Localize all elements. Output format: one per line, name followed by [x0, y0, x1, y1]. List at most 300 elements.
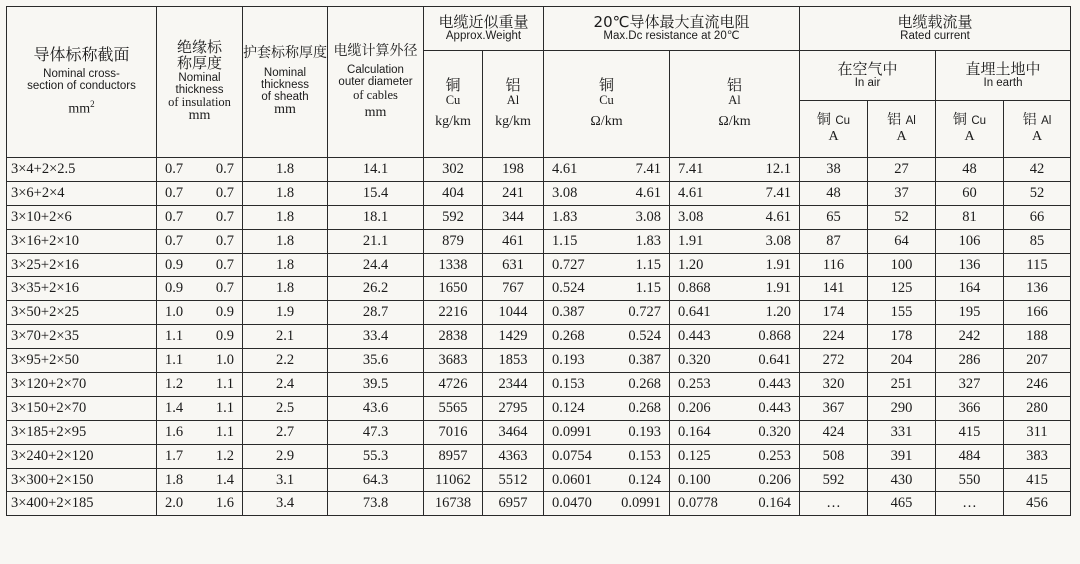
table-row: [7, 349, 1071, 373]
outer-diameter-value: 73.8: [362, 495, 389, 512]
resistance-al-neutral: 0.206: [758, 471, 791, 488]
cell-earth-cu: [936, 396, 1004, 420]
current-earth-al-value: 85: [1029, 232, 1045, 249]
current-earth-cu-value: 106: [958, 232, 981, 249]
current-earth-cu-value: 81: [962, 208, 977, 225]
cell-weight-al: [483, 492, 544, 516]
cell-air-cu: [800, 205, 868, 229]
sheath-thickness-value: 1.8: [275, 184, 295, 201]
cell-earth-cu: [936, 301, 1004, 325]
header-resistance-zh: 20℃导体最大直流电阻: [593, 12, 750, 31]
cell-weight-cu: [424, 301, 483, 325]
insulation-thickness-neutral: 1.6: [215, 495, 234, 512]
cell-insulation-thickness: [157, 301, 243, 325]
cell-resistance-cu: [544, 325, 670, 349]
weight-cu-value: 5565: [438, 399, 468, 416]
insulation-thickness-phase: 1.1: [165, 352, 184, 369]
cell-air-cu: [800, 349, 868, 373]
current-air-al-value: 64: [894, 232, 909, 249]
outer-diameter-value: 55.3: [362, 447, 389, 464]
cell-weight-al: [483, 396, 544, 420]
insulation-thickness-phase: 1.2: [165, 375, 184, 392]
cell-earth-cu: [936, 444, 1004, 468]
header-sheath-thickness: [243, 7, 328, 158]
resistance-cu-neutral: 3.08: [635, 208, 661, 225]
header-in-air-zh: 在空气中: [837, 59, 898, 78]
resistance-al-phase: 3.08: [678, 208, 704, 225]
header-earth-al-label: 铝 Al: [1022, 112, 1052, 129]
cell-weight-cu: [424, 158, 483, 182]
header-in-earth: [936, 51, 1071, 101]
insulation-thickness-phase: 0.7: [165, 208, 184, 225]
cell-weight-cu: [424, 229, 483, 253]
insulation-thickness-phase: 1.7: [165, 447, 184, 464]
table-row: [7, 277, 1071, 301]
cell-insulation-thickness: [157, 325, 243, 349]
conductor-section-value: 3×185+2×95: [11, 423, 87, 440]
cell-earth-al: [1004, 444, 1071, 468]
conductor-section-value: 3×35+2×16: [11, 280, 80, 297]
resistance-al-neutral: 0.868: [758, 328, 791, 345]
header-sheath-en1: Nominal: [263, 66, 307, 79]
insulation-thickness-phase: 0.7: [165, 184, 184, 201]
conductor-section-value: 3×50+2×25: [11, 304, 80, 321]
cell-insulation-thickness: [157, 444, 243, 468]
cell-outer-diameter: [328, 181, 424, 205]
cell-resistance-cu: [544, 229, 670, 253]
cell-air-al: [868, 158, 936, 182]
insulation-thickness-phase: 1.1: [165, 328, 184, 345]
cell-sheath-thickness: [243, 277, 328, 301]
header-sheath-zh: 护套标称厚度: [243, 45, 327, 62]
weight-al-value: 2344: [498, 375, 528, 392]
sheath-thickness-value: 2.7: [275, 423, 295, 440]
resistance-cu-phase: 0.0754: [552, 447, 592, 464]
cell-weight-cu: [424, 492, 483, 516]
current-air-al-value: 465: [890, 495, 913, 512]
header-resistance-cu-zh: 铜: [598, 76, 614, 95]
header-current-en: Rated current: [900, 30, 970, 43]
conductor-section-value: 3×150+2×70: [11, 399, 87, 416]
sheath-thickness-value: 3.1: [275, 471, 295, 488]
resistance-cu-phase: 0.0470: [552, 495, 592, 512]
current-air-al-value: 37: [894, 184, 909, 201]
cell-earth-cu: [936, 373, 1004, 397]
conductor-section-value: 3×70+2×35: [11, 328, 80, 345]
current-earth-cu-value: 48: [962, 160, 977, 177]
cell-earth-al: [1004, 468, 1071, 492]
conductor-section-value: 3×300+2×150: [11, 471, 94, 488]
cell-conductor-section: [7, 181, 157, 205]
cell-resistance-al: [670, 349, 800, 373]
resistance-cu-neutral: 0.524: [628, 328, 661, 345]
table-row: [7, 253, 1071, 277]
resistance-al-neutral: 0.443: [758, 399, 791, 416]
current-air-al-value: 290: [890, 399, 913, 416]
weight-cu-value: 1338: [438, 256, 468, 273]
cell-weight-cu: [424, 420, 483, 444]
cell-resistance-al: [670, 277, 800, 301]
cell-earth-al: [1004, 277, 1071, 301]
cell-earth-cu: [936, 158, 1004, 182]
cell-sheath-thickness: [243, 444, 328, 468]
resistance-al-neutral: 1.20: [765, 304, 791, 321]
current-air-cu-value: 141: [822, 280, 845, 297]
current-earth-al-value: 136: [1026, 280, 1048, 297]
resistance-al-neutral: 0.320: [758, 423, 791, 440]
cell-weight-cu: [424, 396, 483, 420]
cell-outer-diameter: [328, 468, 424, 492]
weight-al-value: 1429: [498, 328, 528, 345]
cell-earth-cu: [936, 492, 1004, 516]
insulation-thickness-neutral: 1.1: [215, 375, 234, 392]
cell-air-cu: [800, 229, 868, 253]
header-conductor-section-zh: 导体标称截面: [33, 44, 130, 64]
cell-resistance-cu: [544, 468, 670, 492]
header-in-earth-zh: 直埋土地中: [965, 59, 1041, 78]
outer-diameter-value: 24.4: [362, 256, 389, 273]
cell-insulation-thickness: [157, 229, 243, 253]
resistance-al-phase: 1.91: [678, 232, 704, 249]
cell-outer-diameter: [328, 253, 424, 277]
cell-insulation-thickness: [157, 492, 243, 516]
insulation-thickness-phase: 1.4: [165, 399, 184, 416]
header-insulation-thickness: [157, 7, 243, 158]
current-earth-al-value: 383: [1026, 447, 1048, 464]
current-air-al-value: 100: [890, 256, 913, 273]
resistance-al-neutral: 0.164: [758, 495, 791, 512]
table-row: [7, 492, 1071, 516]
resistance-al-phase: 0.125: [678, 447, 711, 464]
outer-diameter-value: 28.7: [362, 304, 389, 321]
weight-cu-value: 3683: [438, 352, 468, 369]
insulation-thickness-phase: 0.7: [165, 232, 184, 249]
cell-earth-al: [1004, 205, 1071, 229]
resistance-cu-neutral: 0.387: [628, 352, 661, 369]
cell-insulation-thickness: [157, 253, 243, 277]
table-row: [7, 181, 1071, 205]
cell-earth-al: [1004, 181, 1071, 205]
current-earth-cu-value: 327: [958, 375, 981, 392]
conductor-section-value: 3×16+2×10: [11, 232, 80, 249]
resistance-cu-neutral: 0.268: [628, 399, 661, 416]
cell-air-al: [868, 253, 936, 277]
current-earth-cu-value: 286: [958, 352, 981, 369]
current-air-cu-value: 508: [822, 447, 845, 464]
current-earth-cu-value: 366: [958, 399, 981, 416]
current-air-cu-value: 116: [822, 256, 845, 273]
cell-air-cu: [800, 492, 868, 516]
sheath-thickness-value: 1.8: [275, 208, 295, 225]
header-air-al-label: 铝 Al: [887, 112, 916, 129]
cell-air-cu: [800, 396, 868, 420]
header-insulation-en2: thickness: [175, 83, 224, 96]
cell-air-al: [868, 468, 936, 492]
cell-earth-al: [1004, 420, 1071, 444]
cell-outer-diameter: [328, 325, 424, 349]
cell-sheath-thickness: [243, 158, 328, 182]
header-conductor-section-unit: $mm^2$: [68, 98, 95, 117]
cell-weight-al: [483, 468, 544, 492]
cell-insulation-thickness: [157, 277, 243, 301]
outer-diameter-value: 43.6: [362, 399, 389, 416]
header-resistance-cu-en: Cu: [599, 92, 614, 107]
header-insulation-zh1: 绝缘标: [176, 38, 222, 57]
cell-air-cu: [800, 181, 868, 205]
header-resistance-al-zh: 铝: [726, 76, 742, 95]
resistance-cu-neutral: 1.83: [635, 232, 661, 249]
current-earth-al-value: 415: [1026, 471, 1048, 488]
header-outer-diameter-en3: of cables: [353, 87, 398, 102]
cell-air-al: [868, 444, 936, 468]
cell-resistance-al: [670, 205, 800, 229]
conductor-section-value: 3×6+2×4: [11, 184, 65, 201]
cell-weight-al: [483, 444, 544, 468]
cell-resistance-cu: [544, 444, 670, 468]
current-air-cu-value: 174: [822, 304, 845, 321]
cell-conductor-section: [7, 205, 157, 229]
resistance-cu-neutral: 1.15: [635, 280, 661, 297]
current-air-cu-value: 320: [822, 375, 845, 392]
cell-air-al: [868, 373, 936, 397]
header-earth-al-unit: A: [1031, 129, 1043, 144]
cell-resistance-al: [670, 253, 800, 277]
current-earth-cu-value: 242: [958, 328, 981, 345]
conductor-section-value: 3×25+2×16: [11, 256, 80, 273]
cell-earth-al: [1004, 325, 1071, 349]
resistance-cu-neutral: 0.153: [628, 447, 661, 464]
cell-weight-al: [483, 325, 544, 349]
cell-air-al: [868, 277, 936, 301]
cell-earth-al: [1004, 229, 1071, 253]
weight-cu-value: 2838: [438, 328, 468, 345]
resistance-al-phase: 0.206: [678, 399, 711, 416]
weight-al-value: 2795: [498, 399, 528, 416]
cell-air-al: [868, 349, 936, 373]
current-earth-al-value: 42: [1029, 160, 1045, 177]
cell-outer-diameter: [328, 373, 424, 397]
cell-earth-cu: [936, 181, 1004, 205]
current-air-al-value: 391: [890, 447, 913, 464]
header-insulation-zh2: 称厚度: [176, 54, 222, 73]
cell-air-cu: [800, 468, 868, 492]
cell-resistance-cu: [544, 301, 670, 325]
current-earth-al-value: 166: [1026, 304, 1048, 321]
cell-weight-al: [483, 181, 544, 205]
current-air-cu-value: 38: [826, 160, 841, 177]
header-sheath-unit: mm: [274, 102, 296, 118]
cell-conductor-section: [7, 373, 157, 397]
cell-sheath-thickness: [243, 396, 328, 420]
cell-air-al: [868, 420, 936, 444]
outer-diameter-value: 14.1: [362, 160, 389, 177]
resistance-al-phase: 0.253: [678, 375, 711, 392]
cell-insulation-thickness: [157, 396, 243, 420]
cell-insulation-thickness: [157, 181, 243, 205]
cell-resistance-al: [670, 301, 800, 325]
conductor-section-value: 3×10+2×6: [11, 208, 72, 225]
header-weight-cu-en: Cu: [445, 92, 461, 107]
cell-weight-cu: [424, 181, 483, 205]
header-approx-weight: [424, 7, 544, 51]
current-air-cu-value: 65: [826, 208, 841, 225]
insulation-thickness-neutral: 0.7: [215, 256, 234, 273]
cell-conductor-section: [7, 301, 157, 325]
header-resistance-cu-unit: Ω/km: [590, 114, 623, 130]
cell-conductor-section: [7, 325, 157, 349]
resistance-al-neutral: 3.08: [765, 232, 791, 249]
cell-resistance-cu: [544, 492, 670, 516]
resistance-al-phase: 1.20: [678, 256, 704, 273]
cell-insulation-thickness: [157, 468, 243, 492]
cell-conductor-section: [7, 468, 157, 492]
table-row: [7, 301, 1071, 325]
resistance-al-neutral: 0.641: [758, 352, 791, 369]
resistance-cu-phase: 0.0991: [552, 423, 592, 440]
cell-weight-al: [483, 277, 544, 301]
cell-resistance-cu: [544, 277, 670, 301]
header-rated-current: [800, 7, 1071, 51]
cell-earth-al: [1004, 373, 1071, 397]
cell-air-al: [868, 301, 936, 325]
resistance-cu-neutral: 0.193: [628, 423, 661, 440]
cell-air-al: [868, 205, 936, 229]
weight-cu-value: 1650: [438, 280, 468, 297]
resistance-cu-phase: 0.387: [552, 304, 585, 321]
cell-earth-cu: [936, 205, 1004, 229]
sheath-thickness-value: 2.2: [275, 352, 295, 369]
cell-weight-al: [483, 229, 544, 253]
conductor-section-value: 3×95+2×50: [11, 352, 80, 369]
table-row: [7, 420, 1071, 444]
resistance-cu-phase: 0.193: [552, 352, 585, 369]
cell-resistance-al: [670, 181, 800, 205]
sheath-thickness-value: 1.8: [275, 160, 295, 177]
resistance-al-phase: 4.61: [678, 184, 704, 201]
cell-resistance-al: [670, 468, 800, 492]
cell-weight-al: [483, 420, 544, 444]
cell-weight-al: [483, 205, 544, 229]
header-outer-diameter: [328, 7, 424, 158]
outer-diameter-value: 64.3: [362, 471, 389, 488]
cell-air-al: [868, 229, 936, 253]
resistance-al-neutral: 4.61: [765, 208, 791, 225]
current-air-al-value: 125: [890, 280, 913, 297]
current-air-cu-value: 224: [822, 328, 845, 345]
cell-earth-cu: [936, 468, 1004, 492]
table-row: [7, 325, 1071, 349]
weight-cu-value: 592: [442, 208, 464, 225]
cell-conductor-section: [7, 229, 157, 253]
insulation-thickness-neutral: 1.0: [215, 352, 234, 369]
header-conductor-section-en2: section of conductors: [27, 79, 136, 92]
weight-cu-value: 7016: [438, 423, 468, 440]
current-earth-al-value: 66: [1029, 208, 1045, 225]
header-insulation-unit: mm: [188, 108, 211, 124]
current-air-cu-value: 592: [822, 471, 845, 488]
cell-weight-al: [483, 253, 544, 277]
cell-earth-al: [1004, 396, 1071, 420]
cell-weight-cu: [424, 325, 483, 349]
cell-resistance-cu: [544, 205, 670, 229]
insulation-thickness-neutral: 0.9: [215, 328, 234, 345]
header-air-al: [868, 101, 936, 158]
cell-resistance-al: [670, 444, 800, 468]
current-air-al-value: 331: [890, 423, 913, 440]
header-dc-resistance: [544, 7, 800, 51]
table-row: [7, 373, 1071, 397]
cell-outer-diameter: [328, 277, 424, 301]
outer-diameter-value: 26.2: [362, 280, 389, 297]
current-earth-al-value: 280: [1026, 399, 1048, 416]
cell-outer-diameter: [328, 205, 424, 229]
header-outer-diameter-en2: outer diameter: [338, 76, 413, 89]
resistance-al-neutral: 12.1: [765, 160, 791, 177]
header-in-air-en: In air: [854, 77, 881, 90]
current-earth-cu-value: 415: [958, 423, 981, 440]
header-weight-zh: 电缆近似重量: [438, 12, 529, 31]
cell-earth-cu: [936, 253, 1004, 277]
cell-outer-diameter: [328, 229, 424, 253]
outer-diameter-value: 18.1: [362, 208, 389, 225]
insulation-thickness-phase: 0.9: [165, 280, 184, 297]
header-weight-en: Approx.Weight: [445, 30, 522, 43]
current-air-al-value: 251: [890, 375, 913, 392]
resistance-al-phase: 0.100: [678, 471, 711, 488]
weight-cu-value: 302: [442, 160, 464, 177]
resistance-al-phase: 0.164: [678, 423, 711, 440]
current-air-al-value: 52: [894, 208, 909, 225]
weight-al-value: 6957: [498, 495, 528, 512]
header-conductor-section-en1: Nominal cross-: [43, 67, 120, 80]
cell-resistance-al: [670, 396, 800, 420]
cell-conductor-section: [7, 277, 157, 301]
sheath-thickness-value: 2.9: [275, 447, 295, 464]
header-sheath-en2: thickness: [261, 78, 309, 91]
weight-al-value: 198: [502, 160, 524, 177]
insulation-thickness-neutral: 0.7: [215, 280, 234, 297]
table-body: [7, 158, 1071, 516]
cell-weight-al: [483, 301, 544, 325]
header-in-air: [800, 51, 936, 101]
table-row: [7, 158, 1071, 182]
header-weight-al: [483, 51, 544, 158]
table-row: [7, 468, 1071, 492]
current-air-cu-value: 367: [822, 399, 845, 416]
weight-cu-value: 16738: [434, 495, 472, 512]
cell-resistance-al: [670, 158, 800, 182]
cell-weight-cu: [424, 205, 483, 229]
cell-sheath-thickness: [243, 492, 328, 516]
header-resistance-al-en: Al: [728, 92, 741, 107]
sheath-thickness-value: 1.8: [275, 256, 295, 273]
current-earth-cu-value: 550: [958, 471, 981, 488]
insulation-thickness-neutral: 0.7: [215, 184, 234, 201]
resistance-cu-phase: 1.15: [552, 232, 578, 249]
insulation-thickness-neutral: 0.9: [215, 304, 234, 321]
current-earth-cu-value: 60: [962, 184, 977, 201]
cell-earth-al: [1004, 349, 1071, 373]
cell-air-cu: [800, 325, 868, 349]
sheath-thickness-value: 1.8: [275, 280, 295, 297]
current-air-al-value: 204: [890, 352, 913, 369]
current-earth-cu-value: 484: [958, 447, 981, 464]
resistance-al-phase: 0.641: [678, 304, 711, 321]
resistance-cu-phase: 0.727: [552, 256, 585, 273]
cell-outer-diameter: [328, 444, 424, 468]
current-earth-cu-value: 164: [958, 280, 981, 297]
cell-resistance-cu: [544, 373, 670, 397]
